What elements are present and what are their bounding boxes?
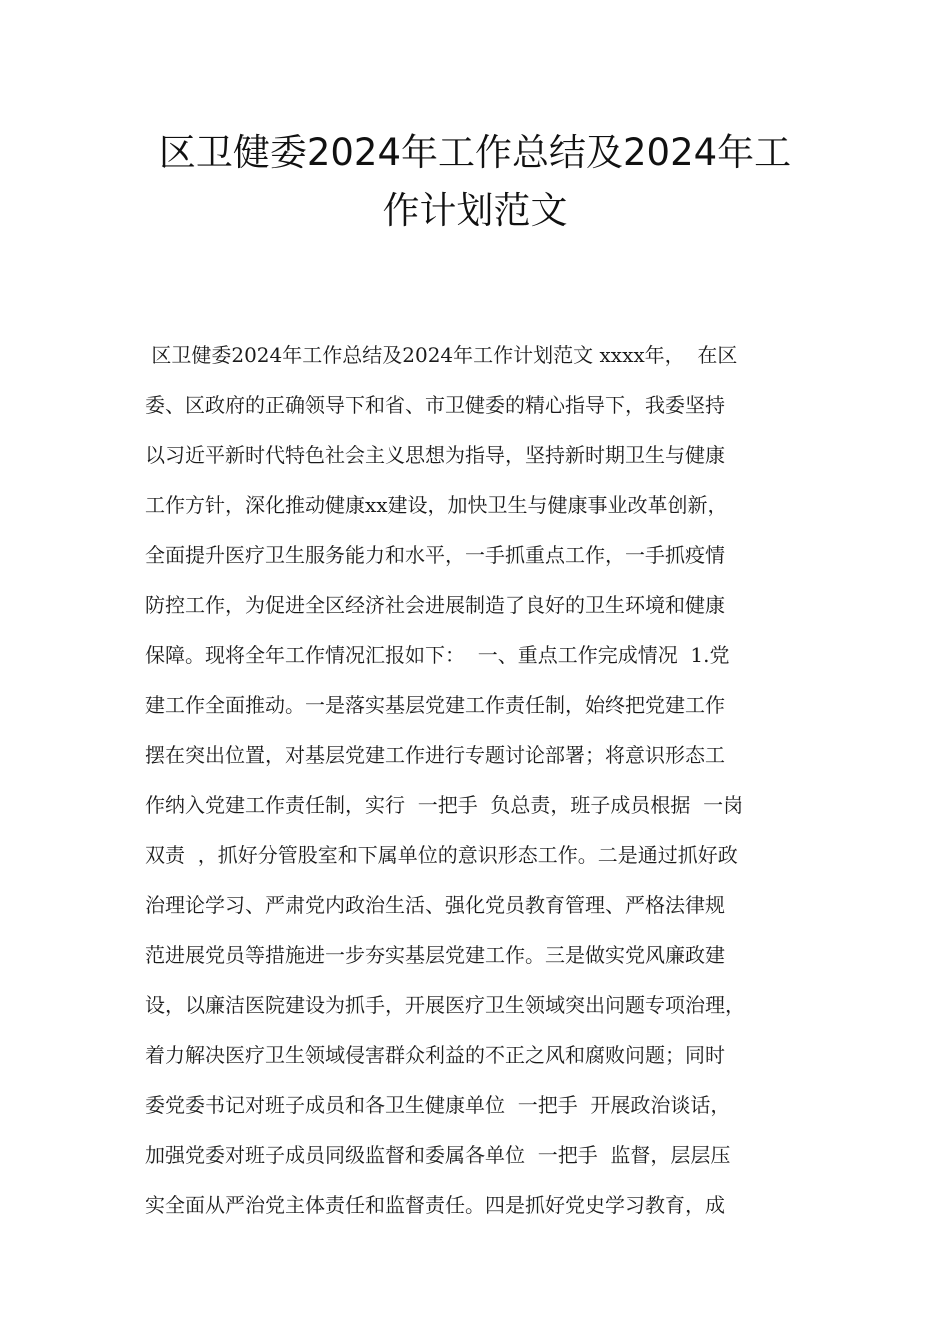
body-line: 委、区政府的正确领导下和省、市卫健委的精心指导下，我委坚持 <box>145 393 725 417</box>
body-line: 双责 ，抓好分管股室和下属单位的意识形态工作。二是通过抓好政 <box>145 843 738 867</box>
body-line: 设，以廉洁医院建设为抓手，开展医疗卫生领域突出问题专项治理， <box>145 993 745 1017</box>
body-line: 作纳入党建工作责任制，实行 一把手 负总责，班子成员根据 一岗 <box>145 793 744 817</box>
body-line: 委党委书记对班子成员和各卫生健康单位 一把手 开展政治谈话， <box>145 1093 731 1117</box>
body-line: 防控工作，为促进全区经济社会进展制造了良好的卫生环境和健康 <box>145 593 725 617</box>
body-line: 治理论学习、严肃党内政治生活、强化党员教育管理、严格法律规 <box>145 893 725 917</box>
title-line-1: 区卫健委2024年工作总结及2024年工 <box>158 131 792 174</box>
document-body <box>145 330 815 1230</box>
body-line: 范进展党员等措施进一步夯实基层党建工作。三是做实党风廉政建 <box>145 943 725 967</box>
body-line: 摆在突出位置，对基层党建工作进行专题讨论部署；将意识形态工 <box>145 743 725 767</box>
title-line-2: 作计划范文 <box>382 189 568 232</box>
body-line: 区卫健委2024年工作总结及2024年工作计划范文 xxxx年， 在区 <box>145 343 738 367</box>
body-line: 以习近平新时代特色社会主义思想为指导，坚持新时期卫生与健康 <box>145 443 725 467</box>
body-line: 保障。现将全年工作情况汇报如下： 一、重点工作完成情况 1.党 <box>145 643 730 667</box>
body-line: 建工作全面推动。一是落实基层党建工作责任制，始终把党建工作 <box>145 693 725 717</box>
body-line: 实全面从严治党主体责任和监督责任。四是抓好党史学习教育，成 <box>145 1193 725 1217</box>
body-line: 全面提升医疗卫生服务能力和水平，一手抓重点工作，一手抓疫情 <box>145 543 725 567</box>
body-line: 加强党委对班子成员同级监督和委属各单位 一把手 监督，层层压 <box>145 1143 731 1167</box>
body-line: 工作方针，深化推动健康xx建设，加快卫生与健康事业改革创新， <box>145 493 728 517</box>
document-title <box>0 124 950 240</box>
body-line: 着力解决医疗卫生领域侵害群众利益的不正之风和腐败问题；同时 <box>145 1043 725 1067</box>
